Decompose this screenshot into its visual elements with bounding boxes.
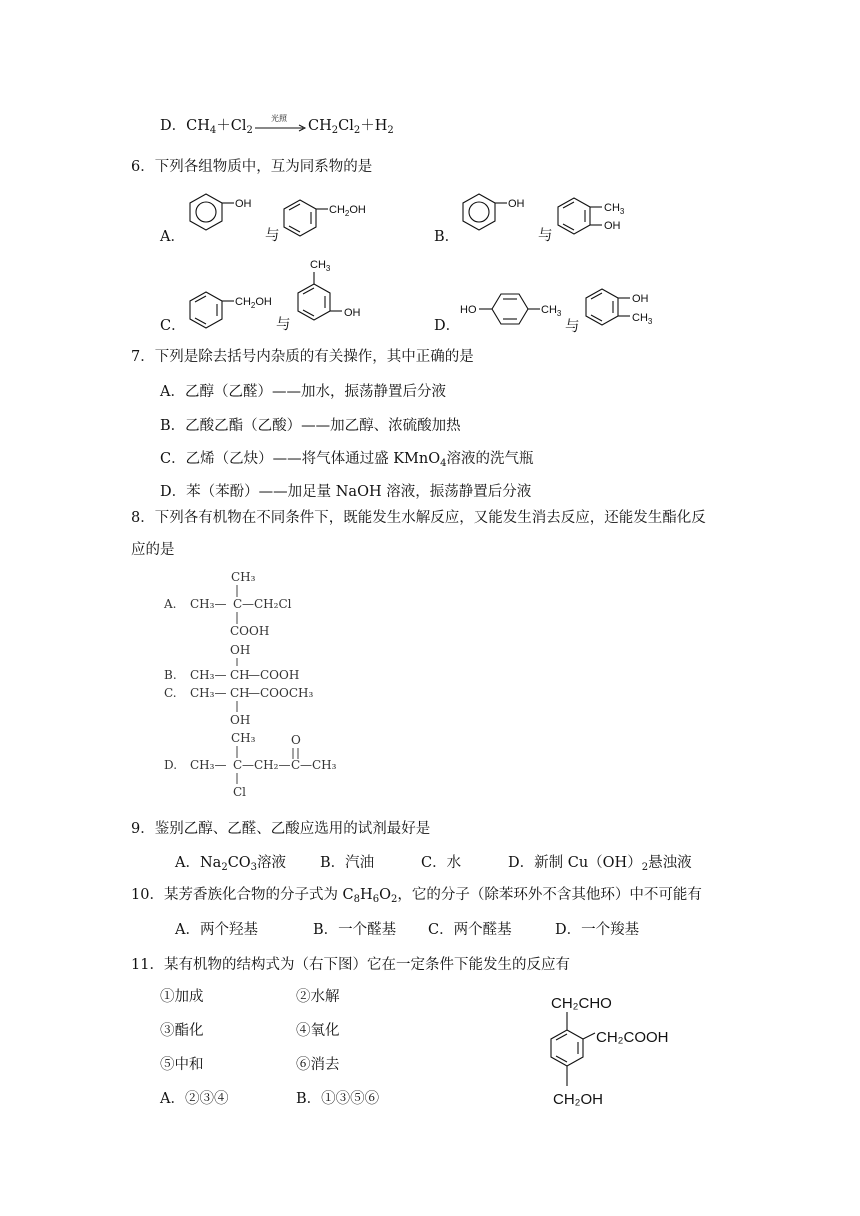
q10-stem: 10．某芳香族化合物的分子式为 $C_8H_6O_2$，它的分子（除苯环外不含其他环）中不可能有 [131,887,702,905]
benzyl-alcohol-structure-c [188,290,288,334]
svg-text:OH: OH [230,713,251,727]
svg-text:OH: OH [508,198,525,210]
svg-text:CH3: $CH_3$ [310,259,331,273]
svg-text:—CH₂—: —CH₂— [242,758,291,772]
svg-text:C: C [233,597,243,611]
svg-text:COOH: COOH [230,624,270,638]
svg-text:CH₃: CH₃ [231,731,256,745]
reaction-condition: 光照 [271,114,287,123]
o-cresol-structure-d [584,287,674,331]
q11-option-4: ④氧化 [296,1023,340,1039]
q7-option-a: A．乙醇（乙醛）——加水，振荡静置后分液 [160,384,446,400]
q9-option-b: B．汽油 [320,855,375,871]
o-cresol-structure [556,196,646,240]
q6-with-b: 与 [538,228,553,244]
svg-text:CH₃—: CH₃— [190,668,227,682]
q8-structures [160,568,380,808]
q6-with-d: 与 [565,319,580,335]
svg-text:CH₃—: CH₃— [190,686,227,700]
svg-text:OH: OH [604,220,621,232]
q8-option-d-label: D. [164,758,178,772]
q6-stem: 6．下列各组物质中，互为同系物的是 [131,159,373,175]
svg-text:CH₃—: CH₃— [190,597,227,611]
svg-text:CH3: $CH_3$ [604,202,625,216]
q9-option-d: D．新制 $Cu(OH)_2$悬浊液 [508,855,692,873]
svg-text:OH: OH [344,307,361,319]
q6-option-d-label: D． [434,318,461,334]
q8-stem-line2: 应的是 [131,542,175,558]
q11-answer-b: B．①③⑤⑥ [296,1091,380,1107]
svg-text:OH: OH [230,643,251,657]
svg-text:CH₂COOH: CH₂COOH [596,1029,669,1046]
q11-structure [525,990,675,1115]
q11-option-1: ①加成 [160,989,204,1005]
reaction-arrow-icon [255,125,307,133]
svg-text:CH: CH [230,686,250,700]
svg-text:—COOH: —COOH [248,668,300,682]
svg-text:CH₂CHO: CH₂CHO [551,995,612,1012]
q6-option-c-label: C． [160,318,186,334]
q5-option-d: D．$CH_4+Cl_2$ [160,118,253,136]
q9-option-a: A．$Na_2CO_3$溶液 [175,855,287,873]
svg-text:C: C [233,758,243,772]
q6-option-a-label: A． [160,229,185,245]
q10-option-a: A．两个羟基 [175,922,258,938]
svg-text:CH3: $CH_3$ [541,304,562,318]
q7-stem: 7．下列是除去括号内杂质的有关操作，其中正确的是 [131,349,474,365]
svg-text:—CH₃: —CH₃ [300,758,337,772]
oh-label: OH [235,198,252,210]
m-cresol-structure [296,256,376,328]
svg-text:CH₂OH: CH₂OH [553,1091,603,1108]
svg-text:Cl: Cl [233,785,247,799]
svg-text:HO: HO [460,304,477,316]
q6-with-c: 与 [276,317,291,333]
svg-text:CH₃: CH₃ [231,570,256,584]
q8-option-b-label: B. [164,668,177,682]
svg-text:CH2OH: $CH_2OH$ [235,296,272,310]
p-cresol-structure [460,290,570,330]
svg-text:—COOCH₃: —COOCH₃ [248,686,314,700]
q5-option-d-products: $CH_2Cl_2+H_2$ [308,118,394,136]
q11-option-3: ③酯化 [160,1023,204,1039]
phenol-structure-b [461,192,541,236]
q11-option-5: ⑤中和 [160,1057,204,1073]
q6-with: 与 [265,228,280,244]
svg-text:CH2OH: $CH_2OH$ [329,204,366,218]
svg-text:C: C [291,758,301,772]
q7-option-c: C．乙烯（乙炔）——将气体通过盛 KMnO$_4$溶液的洗气瓶 [160,451,534,469]
q8-option-c-label: C. [164,686,177,700]
benzyl-alcohol-structure [282,198,382,242]
q7-option-b: B．乙酸乙酯（乙酸）——加乙醇、浓硫酸加热 [160,418,461,434]
q6-option-b-label: B． [434,229,460,245]
q8-option-a-label: A. [164,597,177,611]
svg-text:CH: CH [230,668,250,682]
q9-option-c: C．水 [421,855,462,871]
svg-text:—CH₂Cl: —CH₂Cl [242,597,292,611]
q11-answer-a: A．②③④ [160,1091,229,1107]
svg-text:OH: OH [632,293,649,305]
q9-stem: 9．鉴别乙醇、乙醛、乙酸应选用的试剂最好是 [131,821,431,837]
q11-stem: 11．某有机物的结构式为（右下图）它在一定条件下能发生的反应有 [131,957,570,973]
q11-option-6: ⑥消去 [296,1057,340,1073]
q7-option-d: D．苯（苯酚）——加足量 NaOH 溶液，振荡静置后分液 [160,484,532,500]
q10-option-c: C．两个醛基 [428,922,512,938]
q10-option-b: B．一个醛基 [313,922,397,938]
q11-option-2: ②水解 [296,989,340,1005]
svg-text:O: O [291,733,301,747]
q10-option-d: D．一个羧基 [555,922,640,938]
svg-text:CH3: $CH_3$ [632,312,653,326]
svg-text:CH₃—: CH₃— [190,758,227,772]
q8-stem-line1: 8．下列各有机物在不同条件下，既能发生水解反应，又能发生消去反应，还能发生酯化反 [131,510,706,526]
